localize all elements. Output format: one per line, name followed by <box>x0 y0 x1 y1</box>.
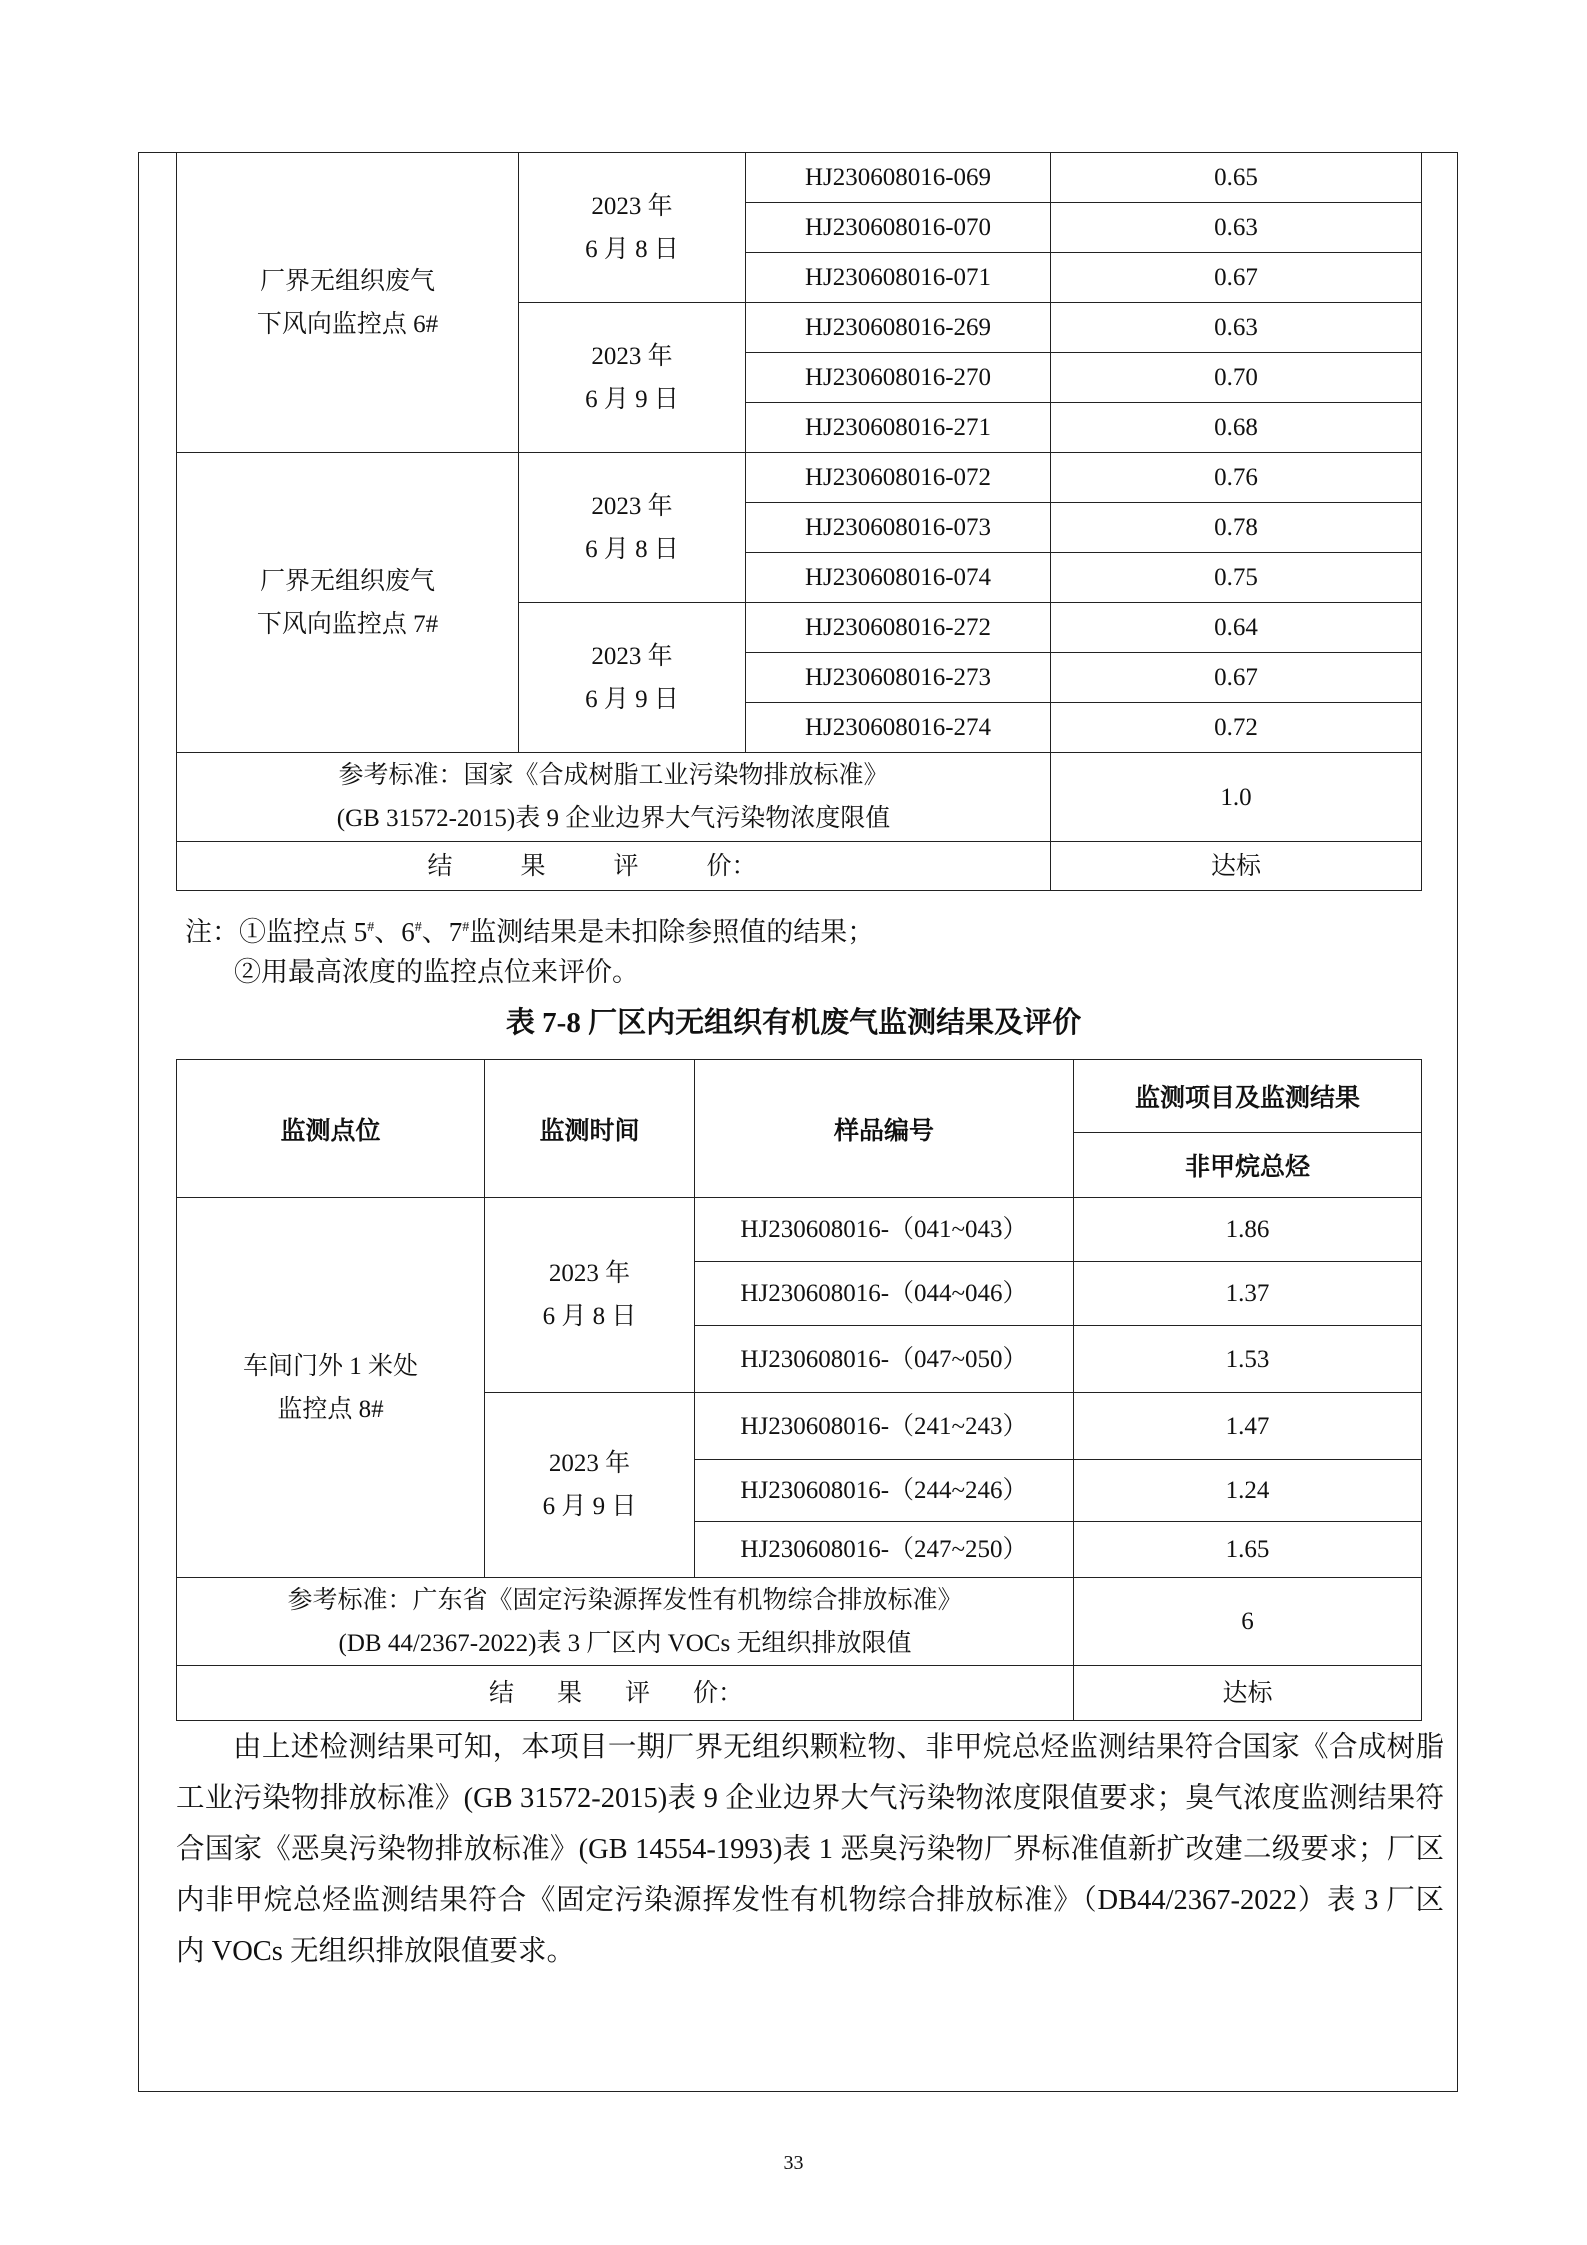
date-cell: 2023 年 6 月 8 日 <box>519 153 746 303</box>
date-cell: 2023 年 6 月 8 日 <box>485 1198 695 1393</box>
value-cell: 1.65 <box>1074 1522 1422 1578</box>
result-row <box>177 1666 1422 1721</box>
note-line-1: 注：①监控点 5#、6#、7#监测结果是未扣除参照值的结果； <box>185 917 875 947</box>
sample-id-cell: HJ230608016-273 <box>746 653 1051 703</box>
table-7-8 <box>176 1059 1422 1721</box>
header-items: 监测项目及监测结果 <box>1074 1060 1422 1133</box>
sample-id-cell: HJ230608016-（044~046） <box>695 1262 1074 1326</box>
result-value-cell: 达标 <box>1074 1666 1422 1721</box>
location-cell: 车间门外 1 米处 监控点 8# <box>177 1198 485 1578</box>
date-cell: 2023 年 6 月 8 日 <box>519 453 746 603</box>
table-row <box>177 453 1422 503</box>
result-label-cell: 结 果 评 价： <box>177 842 1051 891</box>
sample-id-cell: HJ230608016-272 <box>746 603 1051 653</box>
result-value-cell: 达标 <box>1051 842 1422 891</box>
standard-value-cell: 1.0 <box>1051 753 1422 842</box>
date-cell: 2023 年 6 月 9 日 <box>519 603 746 753</box>
value-cell: 1.53 <box>1074 1326 1422 1393</box>
sample-id-cell: HJ230608016-（247~250） <box>695 1522 1074 1578</box>
value-cell: 1.86 <box>1074 1198 1422 1262</box>
standard-row <box>177 1578 1422 1666</box>
sample-id-cell: HJ230608016-（041~043） <box>695 1198 1074 1262</box>
value-cell: 0.78 <box>1051 503 1422 553</box>
sample-id-cell: HJ230608016-269 <box>746 303 1051 353</box>
result-row <box>177 842 1422 891</box>
note-line-2: ②用最高浓度的监控点位来评价。 <box>234 957 639 987</box>
sample-id-cell: HJ230608016-（047~050） <box>695 1326 1074 1393</box>
sample-id-cell: HJ230608016-070 <box>746 203 1051 253</box>
value-cell: 0.65 <box>1051 153 1422 203</box>
value-cell: 0.68 <box>1051 403 1422 453</box>
standard-text-cell: 参考标准：广东省《固定污染源挥发性有机物综合排放标准》 (DB 44/2367-2022)表 3 厂区内 VOCs 无组织排放限值 <box>177 1578 1074 1666</box>
value-cell: 0.76 <box>1051 453 1422 503</box>
date-cell: 2023 年 6 月 9 日 <box>519 303 746 453</box>
table-row <box>177 1198 1422 1262</box>
sample-id-cell: HJ230608016-270 <box>746 353 1051 403</box>
value-cell: 0.63 <box>1051 303 1422 353</box>
sample-id-cell: HJ230608016-（241~243） <box>695 1393 1074 1460</box>
table-row <box>177 153 1422 203</box>
sample-id-cell: HJ230608016-274 <box>746 703 1051 753</box>
location-cell: 厂界无组织废气 下风向监控点 7# <box>177 453 519 753</box>
header-time: 监测时间 <box>485 1060 695 1198</box>
page-number: 33 <box>783 2152 804 2174</box>
value-cell: 0.64 <box>1051 603 1422 653</box>
conclusion-paragraph <box>176 1722 1444 1977</box>
standard-text-cell: 参考标准：国家《合成树脂工业污染物排放标准》 (GB 31572-2015)表 9 企业边界大气污染物浓度限值 <box>177 753 1051 842</box>
value-cell: 1.47 <box>1074 1393 1422 1460</box>
sample-id-cell: HJ230608016-074 <box>746 553 1051 603</box>
value-cell: 1.24 <box>1074 1460 1422 1522</box>
result-label-cell: 结 果 评 价： <box>177 1666 1074 1721</box>
sample-id-cell: HJ230608016-071 <box>746 253 1051 303</box>
header-nmhc: 非甲烷总烃 <box>1074 1133 1422 1198</box>
conclusion-text: 由上述检测结果可知，本项目一期厂界无组织颗粒物、非甲烷总烃监测结果符合国家《合成树脂工业污染物排放标准》(GB 31572-2015)表 9 企业边界大气污染物浓度限值要求；臭气浓度监测结果符合国家《恶臭污染物排放标准》(GB 14554-1993)表 1 恶臭污染物厂界标准值新扩改建二级要求；厂区内非甲烷总烃监测结果符合《固定污染源挥发性有机物综合排放标准》（DB44/2367-2022）表 3 厂区内 VOCs 无组织排放限值要求。 <box>176 1732 1444 1967</box>
sample-id-cell: HJ230608016-271 <box>746 403 1051 453</box>
value-cell: 0.70 <box>1051 353 1422 403</box>
value-cell: 0.63 <box>1051 203 1422 253</box>
table-7-7-continued <box>176 152 1422 891</box>
sample-id-cell: HJ230608016-069 <box>746 153 1051 203</box>
value-cell: 0.75 <box>1051 553 1422 603</box>
header-sample-id: 样品编号 <box>695 1060 1074 1198</box>
header-row <box>177 1060 1422 1133</box>
header-location: 监测点位 <box>177 1060 485 1198</box>
value-cell: 0.67 <box>1051 253 1422 303</box>
location-cell: 厂界无组织废气 下风向监控点 6# <box>177 153 519 453</box>
value-cell: 0.67 <box>1051 653 1422 703</box>
sample-id-cell: HJ230608016-073 <box>746 503 1051 553</box>
table-7-8-caption: 表 7-8 厂区内无组织有机废气监测结果及评价 <box>505 1007 1082 1039</box>
sample-id-cell: HJ230608016-072 <box>746 453 1051 503</box>
value-cell: 1.37 <box>1074 1262 1422 1326</box>
sample-id-cell: HJ230608016-（244~246） <box>695 1460 1074 1522</box>
value-cell: 0.72 <box>1051 703 1422 753</box>
date-cell: 2023 年 6 月 9 日 <box>485 1393 695 1578</box>
standard-value-cell: 6 <box>1074 1578 1422 1666</box>
standard-row <box>177 753 1422 842</box>
